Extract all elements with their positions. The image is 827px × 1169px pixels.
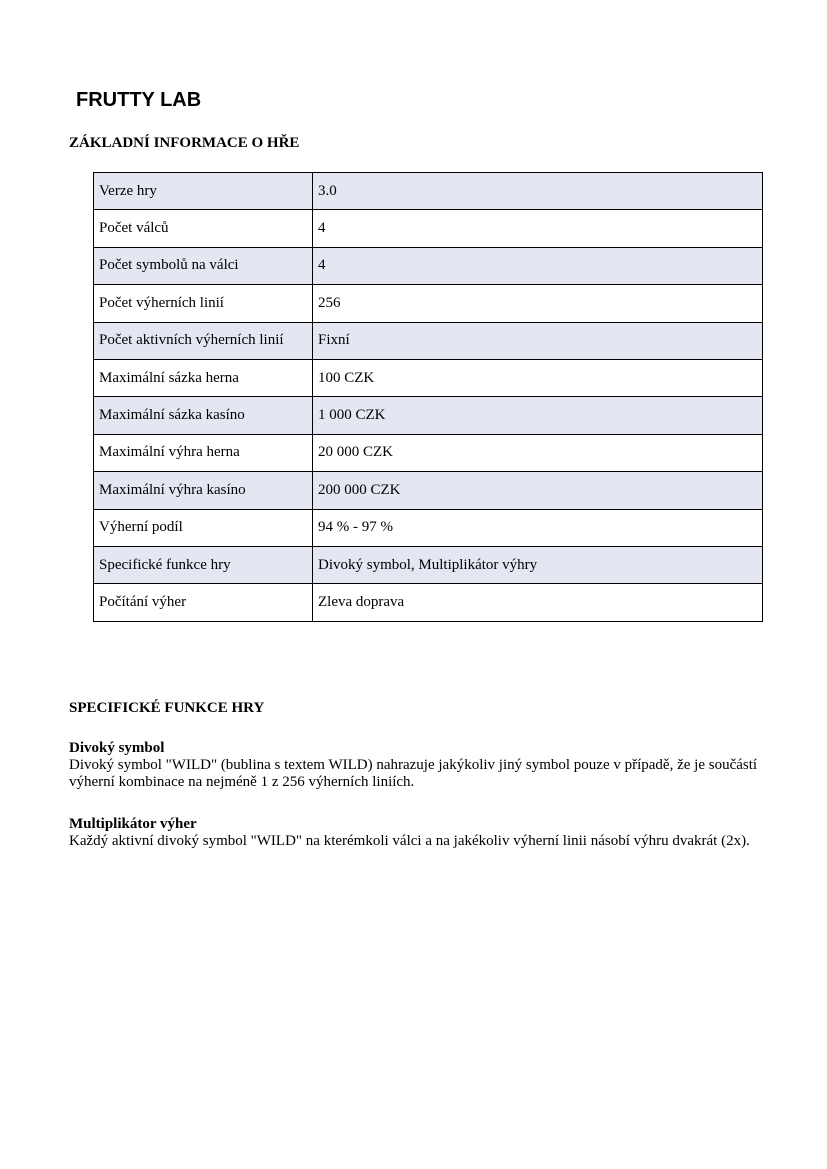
feature-title: Divoký symbol — [69, 740, 165, 756]
cell-label: Počet válců — [94, 210, 313, 247]
cell-value: 4 — [313, 247, 763, 284]
feature-text: Každý aktivní divoký symbol "WILD" na kterémkoli válci a na jakékoliv výherní linii násobí výhru dvakrát (2x). — [69, 833, 750, 849]
table-row — [94, 285, 763, 322]
cell-value: 20 000 CZK — [313, 434, 763, 471]
cell-value: 3.0 — [313, 173, 763, 210]
document-title: FRUTTY LAB — [76, 89, 202, 111]
cell-label: Specifické funkce hry — [94, 546, 313, 583]
cell-value: Zleva doprava — [313, 584, 763, 621]
table-row — [94, 434, 763, 471]
feature-multiplier — [69, 816, 769, 850]
table-row — [94, 322, 763, 359]
table-row — [94, 247, 763, 284]
cell-label: Počet výherních linií — [94, 285, 313, 322]
basic-info-table — [93, 172, 763, 622]
cell-value: 94 % - 97 % — [313, 509, 763, 546]
feature-wild — [69, 740, 769, 791]
basic-info-heading: ZÁKLADNÍ INFORMACE O HŘE — [69, 135, 300, 151]
cell-label: Maximální sázka kasíno — [94, 397, 313, 434]
cell-label: Počet aktivních výherních linií — [94, 322, 313, 359]
table-row — [94, 359, 763, 396]
feature-text: Divoký symbol "WILD" (bublina s textem WILD) nahrazuje jakýkoliv jiný symbol pouze v případě, že je součástí výherní kombinace na nejméně 1 z 256 výherních liniích. — [69, 757, 758, 790]
table-row — [94, 472, 763, 509]
table-row — [94, 584, 763, 621]
cell-label: Maximální sázka herna — [94, 359, 313, 396]
table-row — [94, 509, 763, 546]
cell-value: Fixní — [313, 322, 763, 359]
cell-label: Verze hry — [94, 173, 313, 210]
cell-value: 200 000 CZK — [313, 472, 763, 509]
cell-label: Výherní podíl — [94, 509, 313, 546]
table-row — [94, 173, 763, 210]
features-heading: SPECIFICKÉ FUNKCE HRY — [69, 700, 265, 716]
cell-label: Počítání výher — [94, 584, 313, 621]
cell-label: Počet symbolů na válci — [94, 247, 313, 284]
feature-title: Multiplikátor výher — [69, 816, 197, 832]
cell-value: Divoký symbol, Multiplikátor výhry — [313, 546, 763, 583]
cell-value: 256 — [313, 285, 763, 322]
cell-label: Maximální výhra herna — [94, 434, 313, 471]
table-row — [94, 397, 763, 434]
cell-value: 1 000 CZK — [313, 397, 763, 434]
cell-value: 100 CZK — [313, 359, 763, 396]
cell-value: 4 — [313, 210, 763, 247]
cell-label: Maximální výhra kasíno — [94, 472, 313, 509]
table-row — [94, 546, 763, 583]
table-row — [94, 210, 763, 247]
